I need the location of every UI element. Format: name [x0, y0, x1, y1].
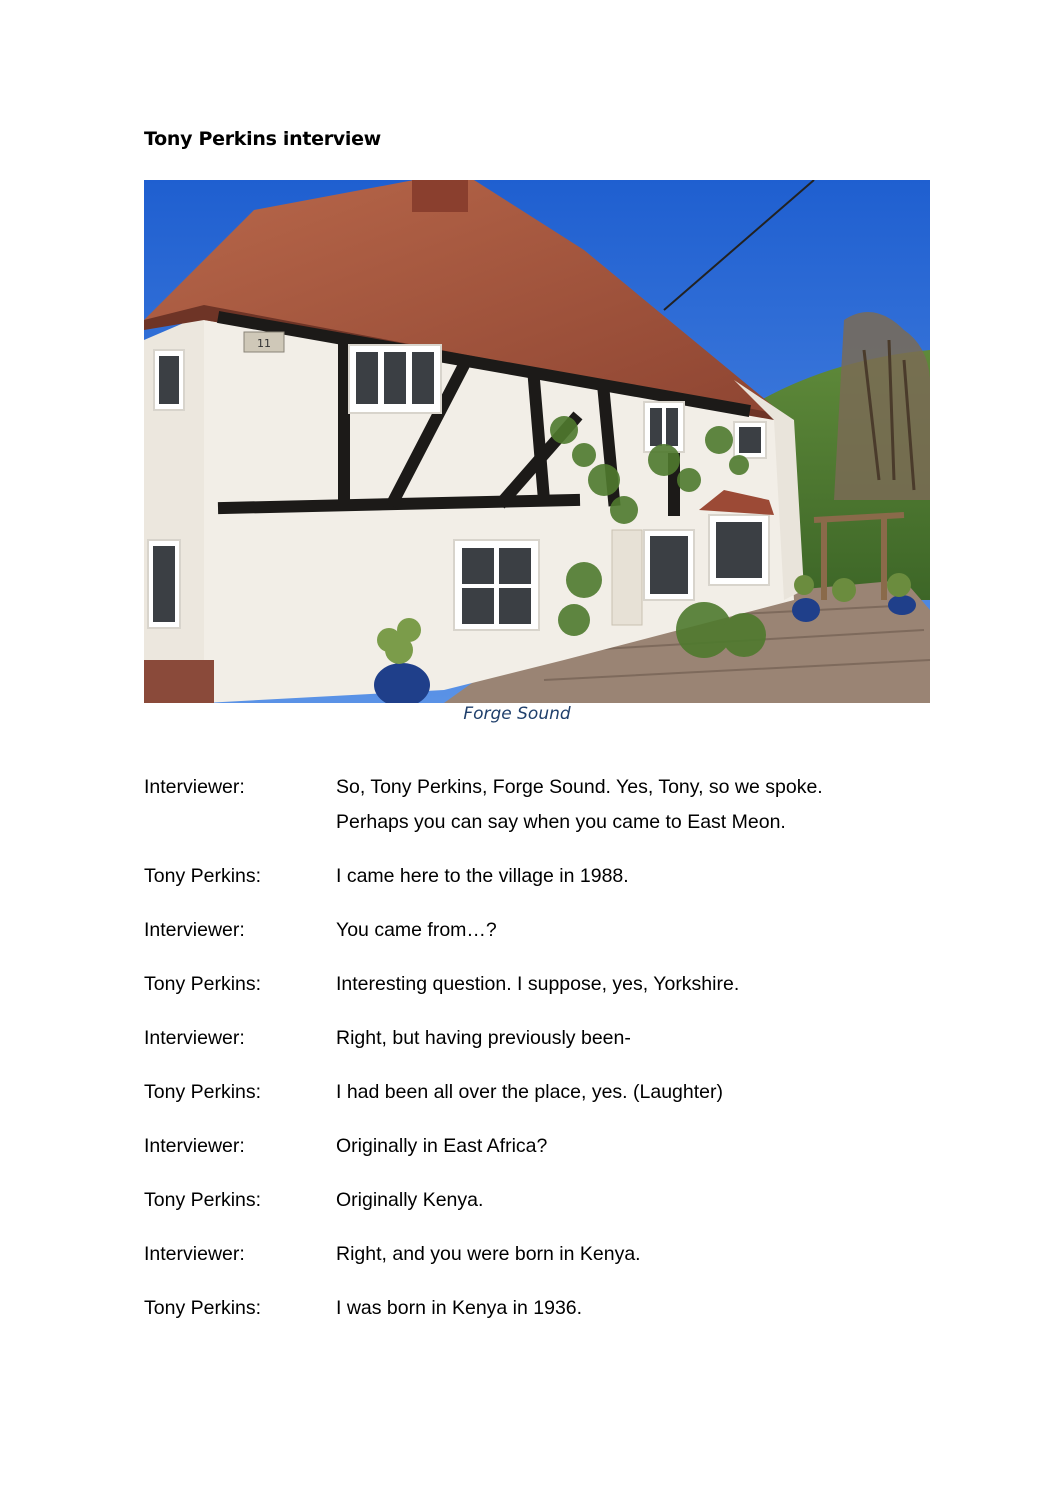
- speaker-label: Tony Perkins:: [144, 1081, 262, 1103]
- utterance: [336, 1237, 964, 1272]
- utterance-line: Interesting question. I suppose, yes, Yorkshire.: [336, 973, 740, 995]
- utterance-line: Perhaps you can say when you came to East Meon.: [336, 811, 786, 833]
- speaker-label: Tony Perkins:: [144, 1189, 262, 1211]
- speaker-label: Interviewer:: [144, 776, 245, 798]
- utterance: [336, 1021, 964, 1056]
- interview-transcript: [144, 770, 964, 1345]
- utterance-line: I came here to the village in 1988.: [336, 865, 629, 887]
- speaker-label: Interviewer:: [144, 919, 245, 941]
- utterance-line: I had been all over the place, yes. (Laughter): [336, 1081, 723, 1103]
- transcript-turn: [144, 1291, 964, 1326]
- transcript-turn: [144, 967, 964, 1002]
- transcript-turn: [144, 913, 964, 948]
- utterance-line: Right, but having previously been-: [336, 1027, 631, 1049]
- utterance: [336, 1183, 964, 1218]
- speaker-label: Interviewer:: [144, 1027, 245, 1049]
- speaker-label: Interviewer:: [144, 1243, 245, 1265]
- cottage-photo: [144, 180, 930, 703]
- svg-text:11: 11: [257, 337, 271, 350]
- utterance: [336, 770, 964, 840]
- transcript-turn: [144, 770, 964, 840]
- utterance-line: You came from…?: [336, 919, 497, 941]
- transcript-turn: [144, 1129, 964, 1164]
- transcript-turn: [144, 1183, 964, 1218]
- speaker-label: Interviewer:: [144, 1135, 245, 1157]
- photo-caption: Forge Sound: [463, 704, 571, 724]
- utterance: [336, 1291, 964, 1326]
- speaker-label: Tony Perkins:: [144, 973, 262, 995]
- utterance: [336, 967, 964, 1002]
- utterance-line: So, Tony Perkins, Forge Sound. Yes, Tony, so we spoke.: [336, 776, 823, 798]
- transcript-turn: [144, 1237, 964, 1272]
- utterance: [336, 1075, 964, 1110]
- transcript-turn: [144, 1075, 964, 1110]
- transcript-turn: [144, 1021, 964, 1056]
- utterance: [336, 1129, 964, 1164]
- document-title: Tony Perkins interview: [144, 128, 381, 150]
- speaker-label: Tony Perkins:: [144, 1297, 262, 1319]
- utterance-line: Right, and you were born in Kenya.: [336, 1243, 641, 1265]
- speaker-label: Tony Perkins:: [144, 865, 262, 887]
- utterance: [336, 859, 964, 894]
- utterance: [336, 913, 964, 948]
- utterance-line: Originally Kenya.: [336, 1189, 484, 1211]
- transcript-turn: [144, 859, 964, 894]
- utterance-line: I was born in Kenya in 1936.: [336, 1297, 583, 1319]
- utterance-line: Originally in East Africa?: [336, 1135, 548, 1157]
